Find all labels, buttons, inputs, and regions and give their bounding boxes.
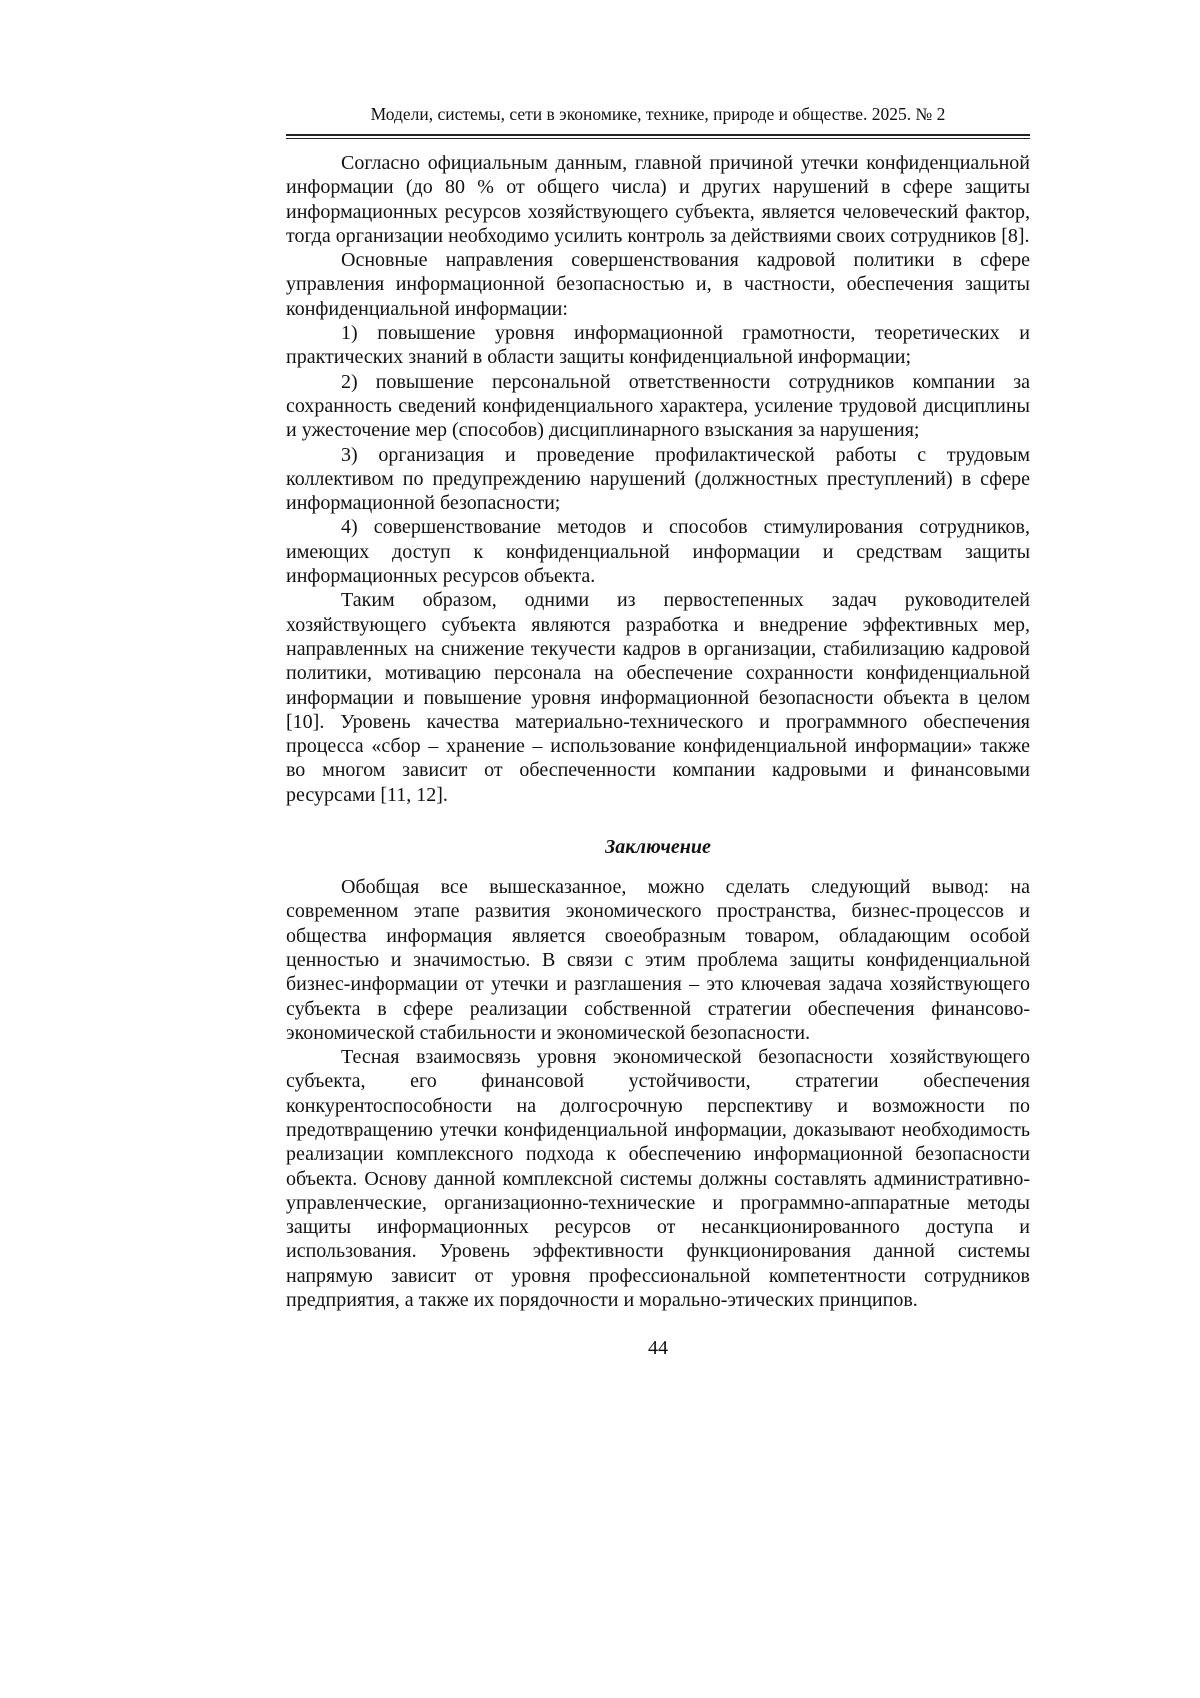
list-item-4: 4) совершенствование методов и способов стимулирования сотрудников, имеющих доступ к конфиденциальной информации и средствам защиты информационных ресурсов объекта. <box>286 516 1030 588</box>
paragraph-human-factor: Согласно официальным данным, главной причиной утечки конфиденциальной информации (до 80 % от общего числа) и других нарушений в сфере защиты информационных ресурсов хозяйствующего субъекта, является человеческий фактор, тогда организации необходимо усилить контроль за действиями своих сотрудников [8]. <box>286 152 1030 247</box>
list-item-2: 2) повышение персональной ответственности сотрудников компании за сохранность сведений конфиденциального характера, усиление трудовой дисциплины и ужесточение мер (способов) дисциплинарного взыскания за нарушения; <box>286 370 1030 442</box>
header-rule-thick <box>286 134 1030 136</box>
section-heading-conclusion: Заключение <box>605 836 711 859</box>
paragraph-conclusion-1: Обобщая все вышесказанное, можно сделать следующий вывод: на современном этапе развития экономического пространства, бизнес-процессов и общества информация является своеобразным товаром, обладающим особой ценностью и значимостью. В связи с этим проблема защиты конфиденциальной бизнес-информации от утечки и разглашения – это ключевая задача хозяйствующего субъекта в сфере реализации собственной стратегии обеспечения финансово-экономической стабильности и экономической безопасности. <box>286 876 1030 1044</box>
page-number: 44 <box>648 1337 668 1360</box>
document-page <box>286 0 1030 1360</box>
article-body <box>286 151 1030 1312</box>
list-item-1: 1) повышение уровня информационной грамотности, теоретических и практических знаний в области защиты конфиденциальной информации; <box>286 322 1030 369</box>
paragraph-summary: Таким образом, одними из первостепенных задач руководителей хозяйствующего субъекта являются разработка и внедрение эффективных мер, направленных на снижение текучести кадров в организации, стабилизацию кадровой политики, мотивацию персонала на обеспечение сохранности конфиденциальной информации и повышение уровня информационной безопасности объекта в целом [10]. Уровень качества материально-технического и программного обеспечения процесса «сбор – хранение – использование конфиденциальной информации» также во многом зависит от обеспеченности компании кадровыми и финансовыми ресурсами [11, 12]. <box>286 589 1030 806</box>
paragraph-hr-policy-intro: Основные направления совершенствования кадровой политики в сфере управления информационной безопасностью и, в частности, обеспечения защиты конфиденциальной информации: <box>286 249 1030 320</box>
running-header: Модели, системы, сети в экономике, технике, природе и обществе. 2025. № 2 <box>370 104 946 124</box>
list-item-3: 3) организация и проведение профилактической работы с трудовым коллективом по предупреждению нарушений (должностных преступлений) в сфере информационной безопасности; <box>286 443 1030 515</box>
header-rule-thin <box>286 138 1030 139</box>
paragraph-conclusion-2: Тесная взаимосвязь уровня экономической безопасности хозяйствующего субъекта, его финансовой устойчивости, стратегии обеспечения конкурентоспособности на долгосрочную перспективу и возможности по предотвращению утечки конфиденциальной информации, доказывают необходимость реализации комплексного подхода к обеспечению информационной безопасности объекта. Основу данной комплексной системы должны составлять административно-управленческие, организационно-технические и программно-аппаратные методы защиты информационных ресурсов от несанкционированного доступа и использования. Уровень эффективности функционирования данной системы напрямую зависит от уровня профессиональной компетентности сотрудников предприятия, а также их порядочности и морально-этических принципов. <box>286 1046 1030 1312</box>
